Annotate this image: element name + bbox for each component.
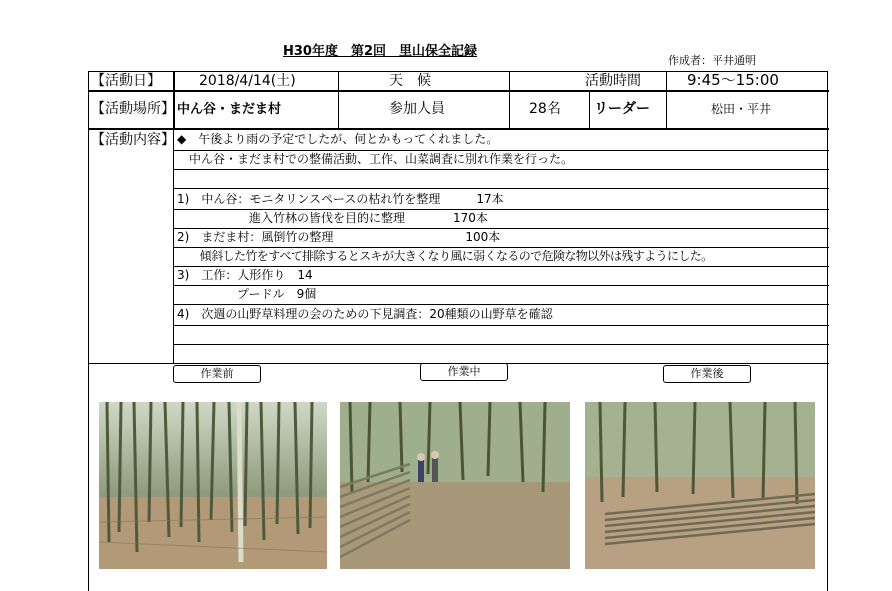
content-line: 1) 中ん谷：モニタリンスペースの枯れ竹を整理 17本 [177,192,504,206]
content-line: 4) 次週の山野草料理の会のための下見調査：20種類の山野草を確認 [177,307,553,321]
photo-before [99,402,327,569]
people-label: 参加人員 [389,101,445,117]
photo-label-during: 作業中 [420,363,508,381]
content-line: 傾斜した竹をすべて排除するとスキが大きくなり風に弱くなるので危険な物以外は残すようにした。 [177,249,713,263]
weather-label: 天 候 [389,73,431,89]
leader-label: リーダー [594,101,650,117]
photo-label-before: 作業前 [173,365,261,383]
content-line: プードル 9個 [177,287,317,301]
content-line: 3) 工作：人形作り 14 [177,268,313,282]
leader-value: 松田・平井 [711,102,772,116]
date-label: 【活動日】 [91,73,161,89]
content-line: 2) まだま村：風倒竹の整理 100本 [177,230,501,244]
photo-during [340,402,570,569]
page-title: H30年度 第2回 里山保全記録 [282,44,478,59]
photo-after [585,402,815,569]
photo-label-after: 作業後 [663,365,751,383]
place-value: 中ん谷・まだま村 [177,102,282,117]
content-line: 進入竹林の皆伐を目的に整理 170本 [177,211,488,225]
content-label: 【活動内容】 [91,132,175,148]
content-line: ◆ 午後より雨の予定でしたが、何とかもってくれました。 [177,132,499,146]
people-value: 28名 [529,101,561,117]
author-label: 作成者：平井通明 [668,54,756,67]
place-label: 【活動場所】 [91,101,175,117]
date-value: 2018/4/14(土) [199,73,296,89]
time-value: 9:45〜15:00 [687,71,779,89]
content-line: 中ん谷・まだま村での整備活動、工作、山菜調査に別れ作業を行った。 [177,152,574,166]
time-label: 活動時間 [585,73,641,89]
